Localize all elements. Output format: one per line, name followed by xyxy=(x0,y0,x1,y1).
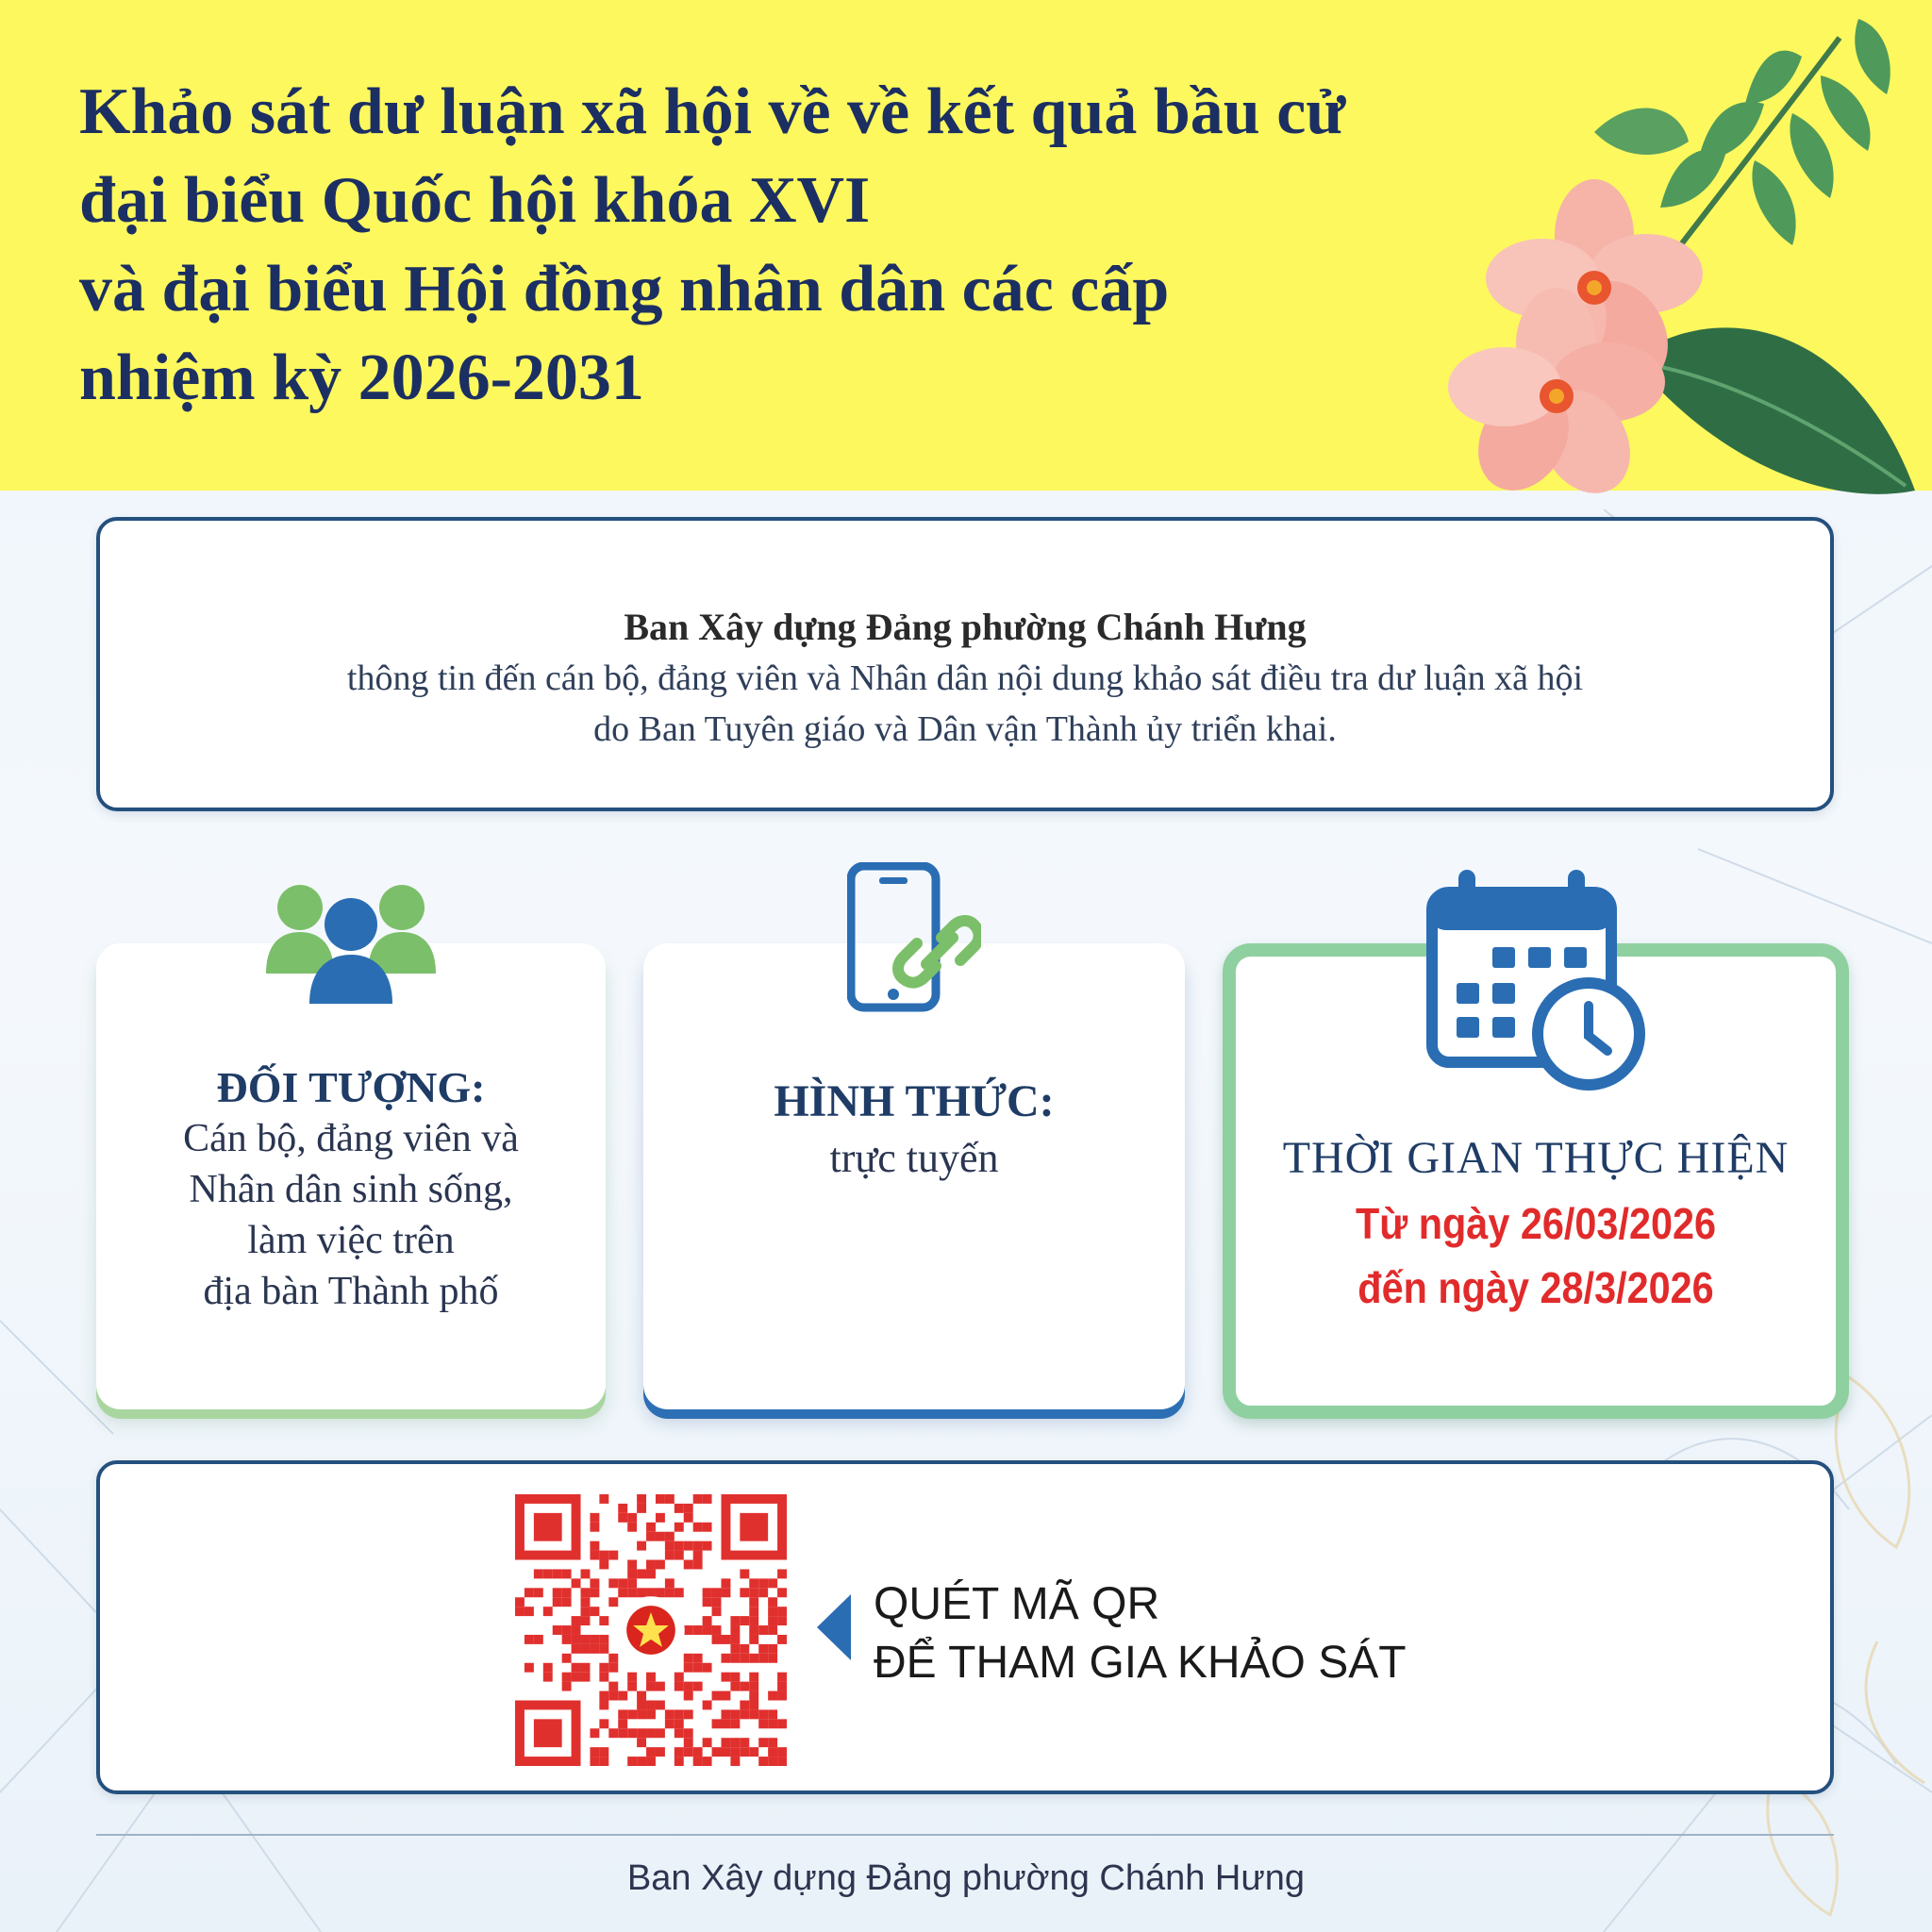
page-title xyxy=(79,68,1494,423)
qr-code-icon[interactable] xyxy=(515,1494,787,1766)
time-title: THỜI GIAN THỰC HIỆN xyxy=(1282,1133,1790,1183)
audience-line: Cán bộ, đảng viên và xyxy=(183,1117,519,1160)
intro-card xyxy=(96,517,1834,811)
audience-card xyxy=(96,943,606,1409)
phone-link-icon xyxy=(847,862,981,1013)
audience-line: Nhân dân sinh sống, xyxy=(189,1168,513,1211)
title-line: Khảo sát dư luận xã hội về về kết quả bầu cử xyxy=(79,75,1346,148)
title-line: và đại biểu Hội đồng nhân dân các cấp xyxy=(79,253,1170,325)
title-line: nhiệm kỳ 2026-2031 xyxy=(79,341,644,414)
intro-line: thông tin đến cán bộ, đảng viên và Nhân dân nội dung khảo sát điều tra dư luận xã hội xyxy=(346,658,1584,698)
intro-line: do Ban Tuyên giáo và Dân vận Thành ủy triển khai. xyxy=(593,709,1337,749)
qr-instructions xyxy=(874,1575,1407,1692)
qr-card xyxy=(96,1460,1834,1794)
footer-text: Ban Xây dựng Đảng phường Chánh Hưng xyxy=(626,1858,1306,1898)
format-text: trực tuyến xyxy=(829,1135,999,1181)
qr-line: QUÉT MÃ QR xyxy=(874,1579,1160,1629)
format-title: HÌNH THỨC: xyxy=(774,1076,1055,1126)
audience-line: làm việc trên xyxy=(247,1219,455,1262)
audience-title: ĐỐI TƯỢNG: xyxy=(216,1063,486,1111)
date-to: đến ngày 28/3/2026 xyxy=(1357,1263,1714,1312)
audience-line: địa bàn Thành phố xyxy=(203,1270,499,1313)
footer-divider xyxy=(96,1834,1834,1836)
title-line: đại biểu Quốc hội khóa XVI xyxy=(79,164,871,237)
date-from: Từ ngày 26/03/2026 xyxy=(1355,1199,1717,1248)
qr-line: ĐỂ THAM GIA KHẢO SÁT xyxy=(874,1638,1407,1688)
audience-text xyxy=(96,1113,606,1317)
intro-organization: Ban Xây dựng Đảng phường Chánh Hưng xyxy=(624,606,1307,648)
format-card xyxy=(643,943,1185,1409)
flower-decoration xyxy=(1443,0,1932,528)
arrow-left-icon xyxy=(817,1594,851,1660)
people-group-icon xyxy=(266,879,436,1004)
calendar-clock-icon xyxy=(1426,866,1645,1092)
